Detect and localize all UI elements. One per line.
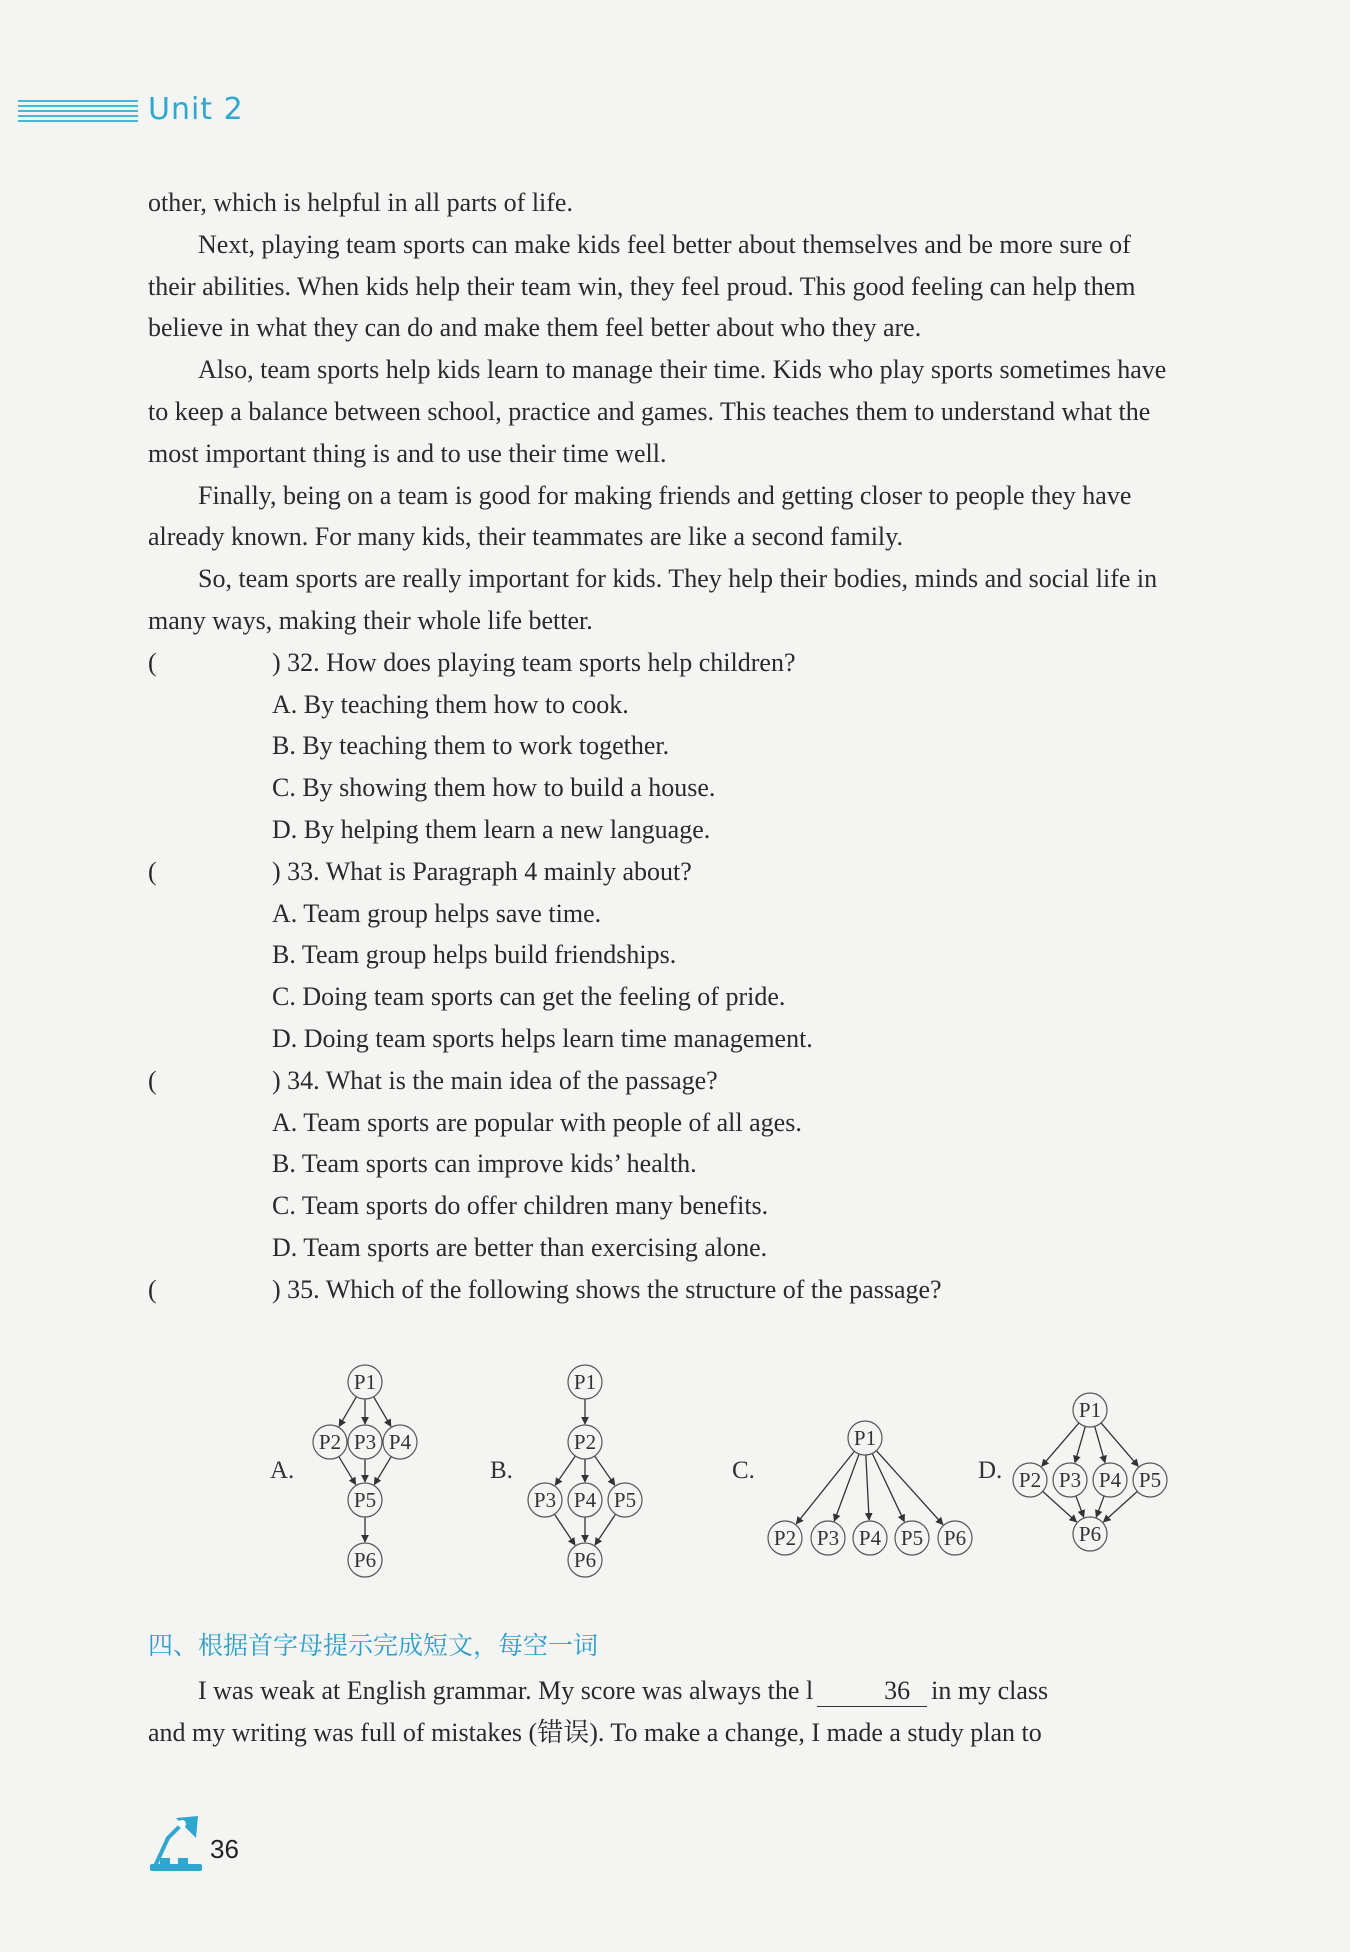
question-stem: ) 35. Which of the following shows the structure of the passage? <box>272 1274 942 1304</box>
question-stem: ) 34. What is the main idea of the passage? <box>272 1065 718 1095</box>
passage-line-1 <box>148 1670 1198 1712</box>
option-33-b[interactable]: B. Team group helps build friendships. <box>272 940 677 970</box>
structure-node-label: P5 <box>900 1526 924 1550</box>
structure-arrow <box>866 1455 869 1520</box>
reading-section <box>148 182 1178 1311</box>
structure-node-label: P3 <box>533 1488 557 1512</box>
question-35[interactable] <box>148 1269 1178 1311</box>
structure-node-label: P5 <box>613 1488 637 1512</box>
structure-node-label: P2 <box>1018 1468 1042 1492</box>
structure-diagrams <box>250 1360 1210 1590</box>
structure-arrow <box>876 1451 943 1525</box>
option-32-d[interactable]: D. By helping them learn a new language. <box>272 814 711 844</box>
unit-title: Unit 2 <box>148 92 244 127</box>
passage-text: in my class <box>931 1676 1049 1705</box>
structure-arrow <box>555 1456 575 1485</box>
structure-node-label: P6 <box>353 1548 377 1572</box>
structure-node-label: P3 <box>1058 1468 1082 1492</box>
question-34[interactable] <box>148 1060 1178 1102</box>
structure-arrow <box>595 1456 615 1485</box>
blank-36[interactable]: 36 <box>817 1676 927 1707</box>
structure-arrow <box>1096 1496 1104 1517</box>
structure-option-a[interactable] <box>270 1365 417 1577</box>
passage-paragraph-1: other, which is helpful in all parts of life. <box>148 188 573 217</box>
structure-node-label: P1 <box>853 1426 877 1450</box>
structure-node-label: P1 <box>353 1370 377 1394</box>
structure-arrow <box>374 1457 391 1485</box>
structure-option-c[interactable] <box>732 1421 972 1555</box>
question-32[interactable] <box>148 642 1178 684</box>
answer-bracket: ( <box>148 856 157 886</box>
option-34-b[interactable]: B. Team sports can improve kids’ health. <box>272 1149 697 1179</box>
structure-arrow <box>595 1514 616 1545</box>
section-4-passage <box>148 1670 1198 1754</box>
question-33[interactable] <box>148 851 1178 893</box>
answer-bracket: ( <box>148 1274 157 1304</box>
structure-node-label: P6 <box>1078 1522 1102 1546</box>
passage-paragraph-4: Finally, being on a team is good for making friends and getting closer to people they have already known. For many kids, their teammates are like a second family. <box>148 480 1132 552</box>
structure-arrow <box>834 1454 859 1521</box>
structure-arrow <box>1042 1423 1079 1466</box>
page-footer <box>146 1812 239 1879</box>
passage-paragraph-2: Next, playing team sports can make kids feel better about themselves and be more sure of their abilities. When kids help their team win, they feel proud. This good feeling can help them believe in what they can do and make them feel better about who they are. <box>148 229 1136 343</box>
structure-arrow <box>1076 1496 1084 1517</box>
option-34-c[interactable]: C. Team sports do offer children many benefits. <box>272 1191 769 1221</box>
option-32-a[interactable]: A. By teaching them how to cook. <box>272 689 629 719</box>
answer-bracket: ( <box>148 647 157 677</box>
structure-node-label: P4 <box>858 1526 882 1550</box>
structure-node-label: P4 <box>388 1430 412 1454</box>
structure-node-label: P1 <box>573 1370 597 1394</box>
option-33-a[interactable]: A. Team group helps save time. <box>272 898 602 928</box>
option-32-b[interactable]: B. By teaching them to work together. <box>272 731 670 761</box>
structure-node-label: P1 <box>1078 1398 1102 1422</box>
structure-arrow <box>339 1457 356 1485</box>
structure-arrow <box>1095 1426 1105 1462</box>
structure-option-label: D. <box>978 1457 1003 1484</box>
structure-arrow <box>1101 1423 1138 1466</box>
structure-node-label: P2 <box>773 1526 797 1550</box>
desk-lamp-icon <box>146 1812 206 1874</box>
question-stem: ) 32. How does playing team sports help children? <box>272 647 796 677</box>
structure-option-label: B. <box>490 1457 513 1484</box>
option-32-c[interactable]: C. By showing them how to build a house. <box>272 773 716 803</box>
structure-option-label: C. <box>732 1457 755 1484</box>
passage-line-2: and my writing was full of mistakes (错误). To make a change, I made a study plan to <box>148 1718 1042 1747</box>
section-4-title: 四、根据首字母提示完成短文，每空一词 <box>148 1631 599 1660</box>
structure-option-d[interactable] <box>978 1393 1167 1551</box>
structure-node-label: P3 <box>816 1526 840 1550</box>
answer-bracket: ( <box>148 1065 157 1095</box>
structure-option-b[interactable] <box>490 1365 642 1577</box>
option-33-c[interactable]: C. Doing team sports can get the feeling of pride. <box>272 982 786 1012</box>
option-33-d[interactable]: D. Doing team sports helps learn time management. <box>272 1023 813 1053</box>
passage-paragraph-3: Also, team sports help kids learn to manage their time. Kids who play sports sometimes have to keep a balance between school, practice and games. This teaches them to understand what the most important thing is and to use their time well. <box>148 355 1167 468</box>
structure-node-label: P2 <box>318 1430 342 1454</box>
structure-node-label: P5 <box>1138 1468 1162 1492</box>
question-stem: ) 33. What is Paragraph 4 mainly about? <box>272 856 692 886</box>
structure-node-label: P4 <box>1098 1468 1122 1492</box>
option-34-a[interactable]: A. Team sports are popular with people of all ages. <box>272 1107 802 1137</box>
passage-text: I was weak at English grammar. My score was always the l <box>198 1676 814 1705</box>
option-34-d[interactable]: D. Team sports are better than exercising alone. <box>272 1232 768 1262</box>
structure-arrow <box>1075 1426 1085 1462</box>
header-stripes <box>18 100 138 126</box>
structure-arrow <box>339 1397 356 1427</box>
structure-node-label: P6 <box>573 1548 597 1572</box>
structure-arrow <box>796 1451 854 1524</box>
structure-option-label: A. <box>270 1457 295 1484</box>
structure-node-label: P5 <box>353 1488 377 1512</box>
structure-node-label: P4 <box>573 1488 597 1512</box>
structure-arrow <box>554 1514 575 1545</box>
structure-node-label: P2 <box>573 1430 597 1454</box>
page-number: 36 <box>210 1834 239 1864</box>
passage-paragraph-5: So, team sports are really important for kids. They help their bodies, minds and social life in many ways, making their whole life better. <box>148 564 1158 635</box>
structure-arrow <box>374 1397 391 1427</box>
structure-node-label: P6 <box>943 1526 967 1550</box>
structure-node-label: P3 <box>353 1430 377 1454</box>
